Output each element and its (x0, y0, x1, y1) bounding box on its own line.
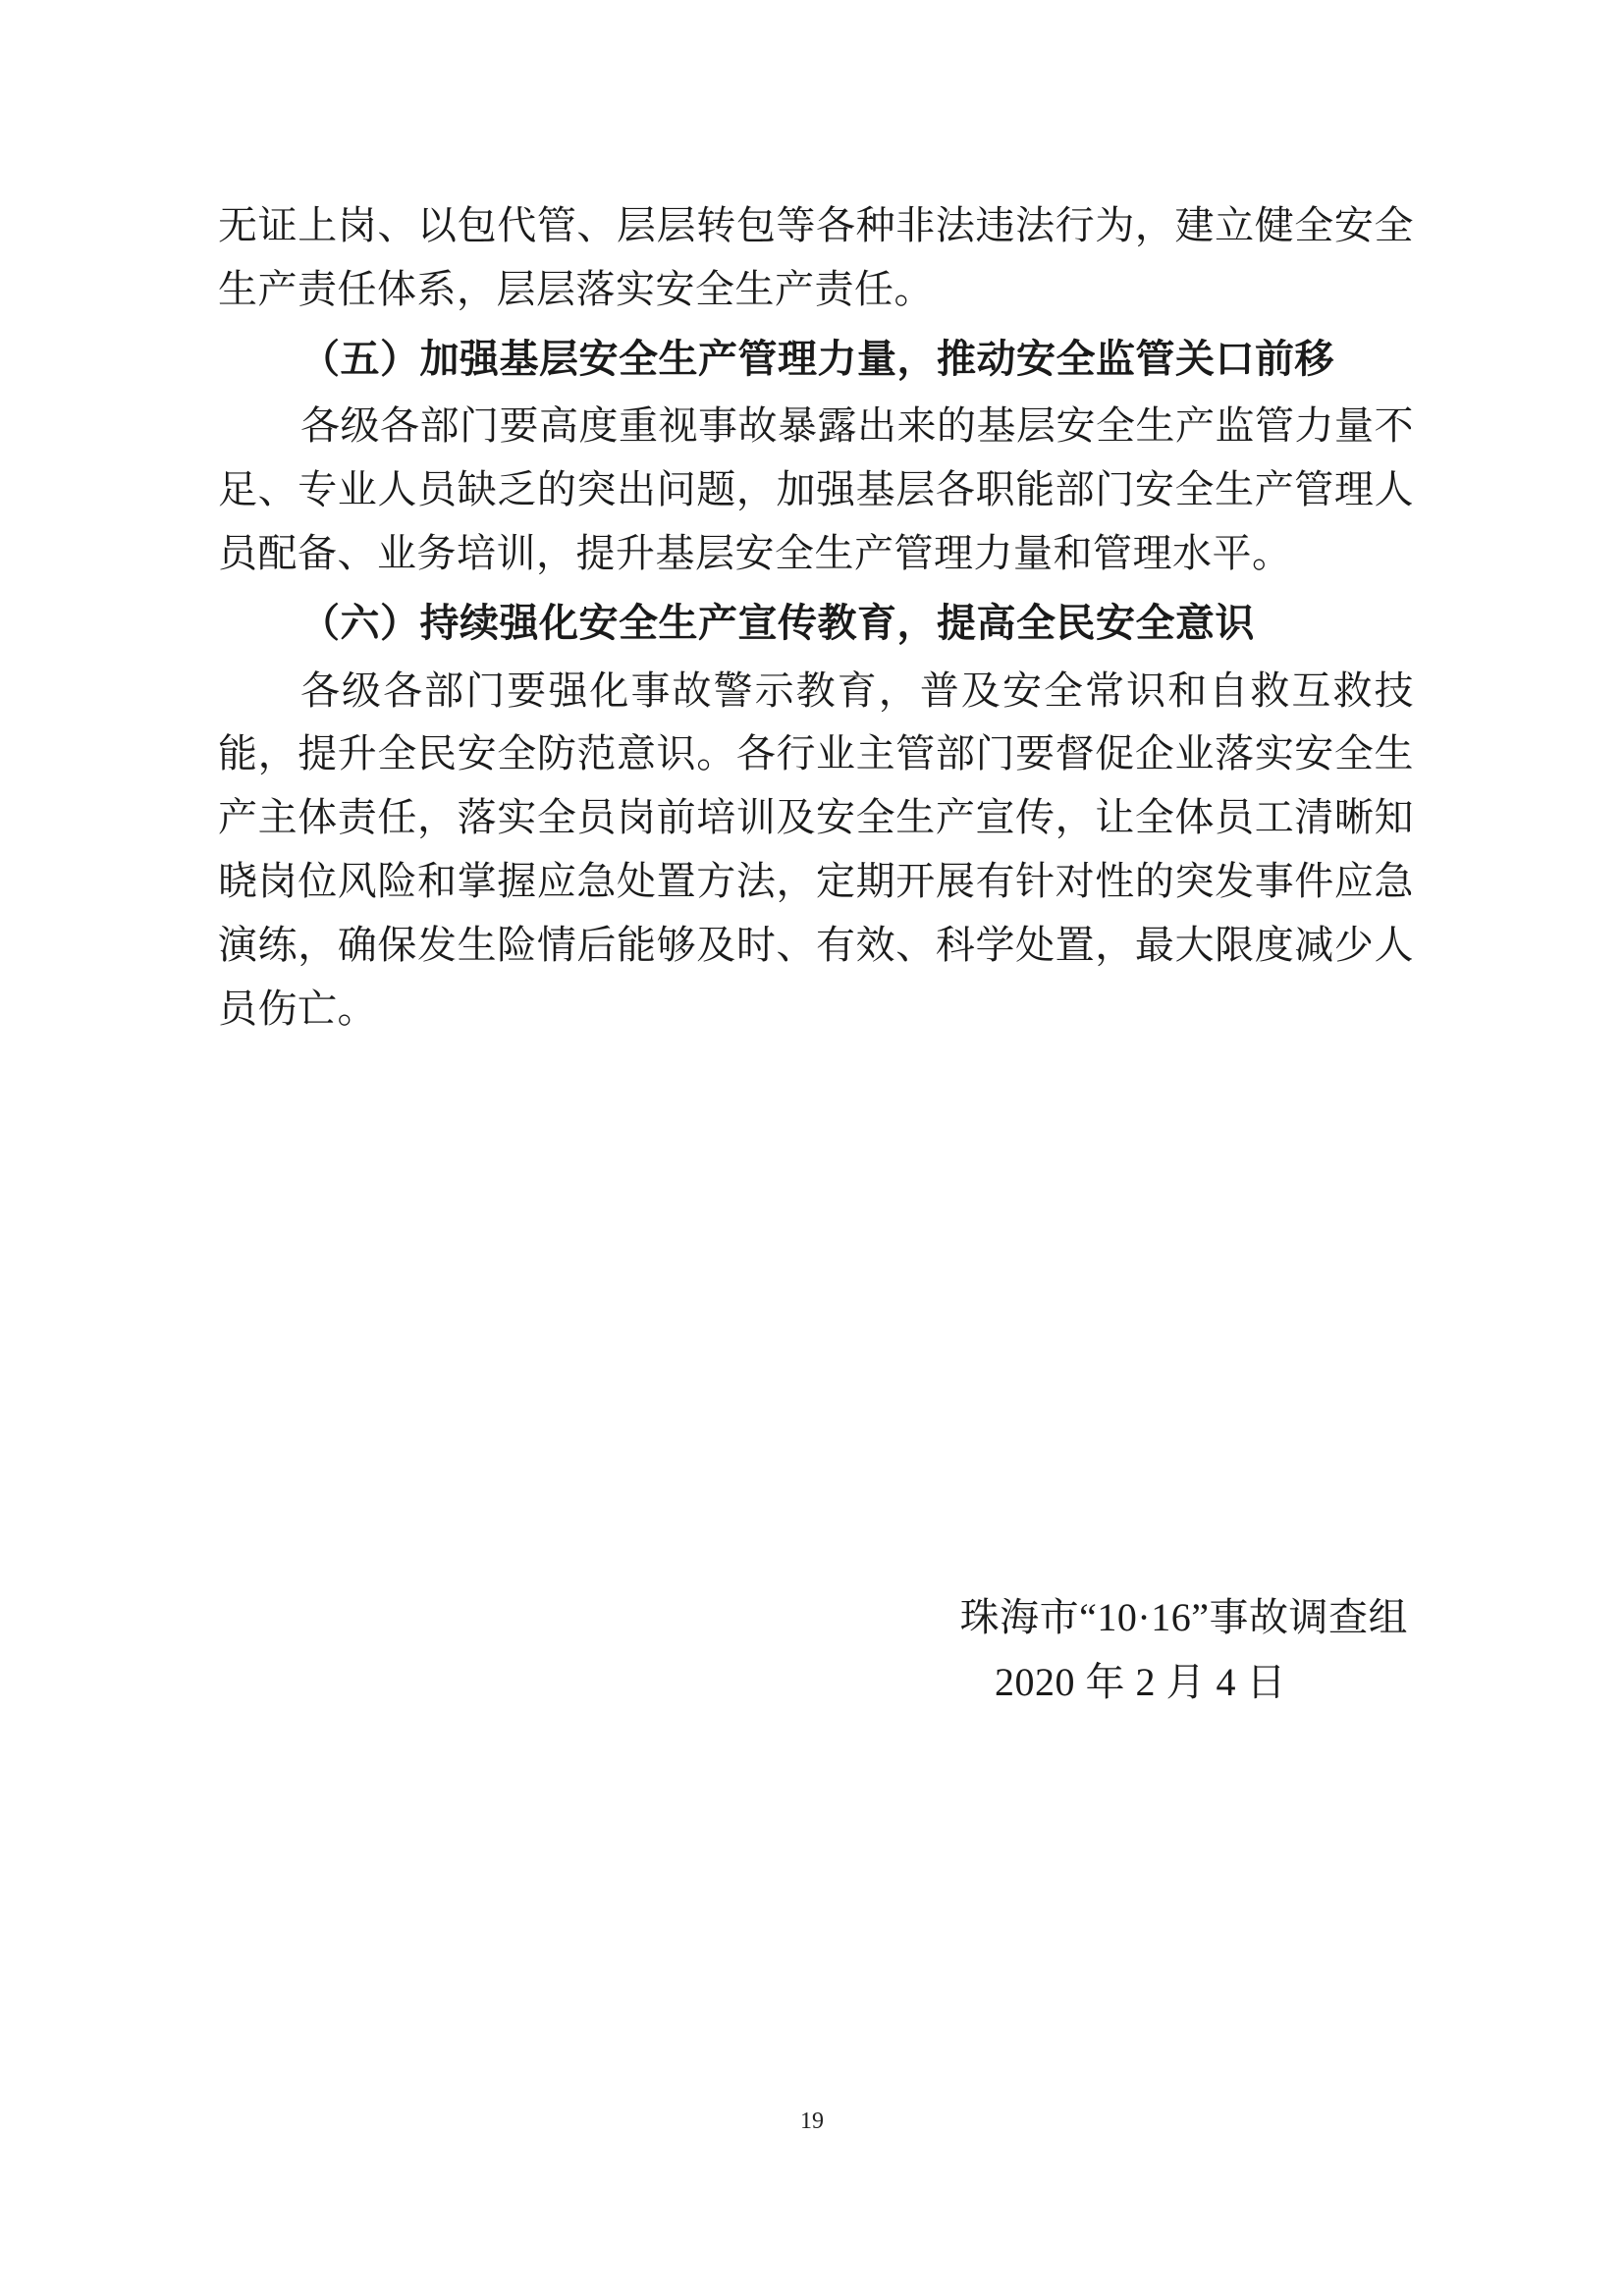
section-heading-six: （六）持续强化安全生产宣传教育，提高全民安全意识 (300, 600, 1255, 645)
signature-organization: 珠海市“10·16”事故调查组 (959, 1595, 1408, 1639)
document-body (218, 194, 1414, 1042)
signature-block (218, 1585, 1414, 1715)
page-number: 19 (800, 2109, 824, 2134)
paragraph-section-six: 各级各部门要强化事故警示教育，普及安全常识和自救互救技能，提升全民安全防范意识。各行业主管部门要督促企业落实安全生产主体责任，落实全员岗前培训及安全生产宣传，让全体员工清晰知晓岗位风险和掌握应急处置方法，定期开展有针对性的突发事件应急演练，确保发生险情后能够及时、有效、科学处置，最大限度减少人员伤亡。 (218, 667, 1414, 1031)
section-heading-five: （五）加强基层安全生产管理力量，推动安全监管关口前移 (300, 336, 1334, 381)
paragraph-section-five: 各级各部门要高度重视事故暴露出来的基层安全生产监管力量不足、专业人员缺乏的突出问题，加强基层各职能部门安全生产管理人员配备、业务培训，提升基层安全生产管理力量和管理水平。 (218, 403, 1414, 575)
paragraph-continuation: 无证上岗、以包代管、层层转包等各种非法违法行为，建立健全安全生产责任体系，层层落实安全生产责任。 (218, 203, 1414, 311)
signature-date: 2020 年 2 月 4 日 (995, 1660, 1286, 1704)
